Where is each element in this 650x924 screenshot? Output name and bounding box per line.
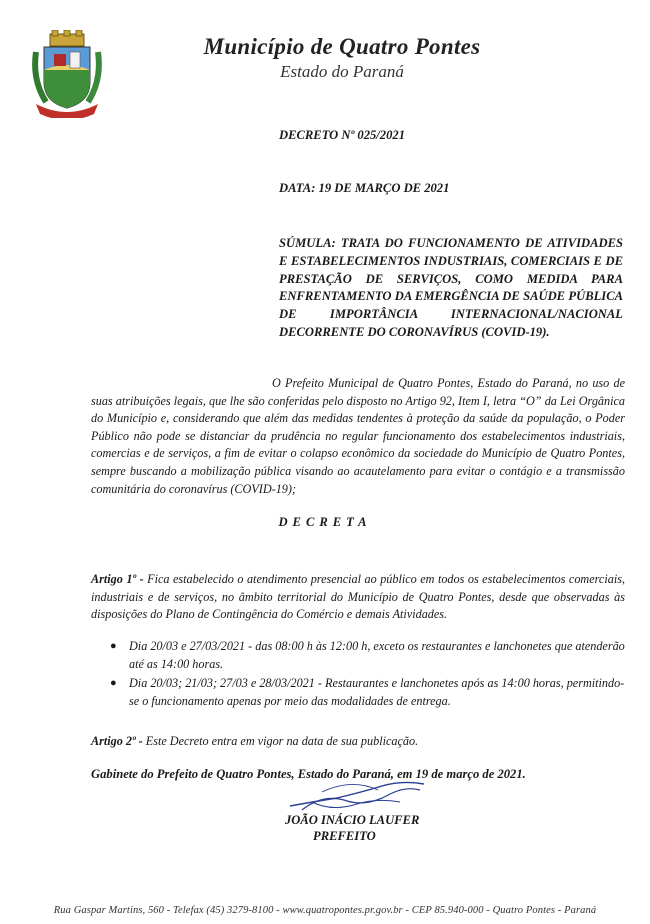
article-2 <box>91 734 625 749</box>
schedule-list <box>91 638 625 712</box>
article-2-text: Este Decreto entra em vigor na data de sua publicação. <box>142 734 419 748</box>
state-subtitle: Estado do Paraná <box>280 62 404 81</box>
closing-line: Gabinete do Prefeito de Quatro Pontes, Estado do Paraná, em 19 de março de 2021. <box>91 767 526 781</box>
footer-address: Rua Gaspar Martins, 560 - Telefax (45) 3279-8100 - www.quatropontes.pr.gov.br - CEP 85.940-000 - Quatro Pontes - Paraná <box>53 905 597 916</box>
list-item-text: Dia 20/03; 21/03; 27/03 e 28/03/2021 - Restaurantes e lanchonetes após as 14:00 horas, permitindo-se o funcionamento apenas por meio das modalidades de entrega. <box>129 676 625 708</box>
handwritten-signature <box>282 772 432 818</box>
decree-summary: SÚMULA: TRATA DO FUNCIONAMENTO DE ATIVIDADES E ESTABELECIMENTOS INDUSTRIAIS, COMERCIAIS E DE PRESTAÇÃO DE SERVIÇOS, COMO MEDIDA PARA ENFRENTAMENTO DA EMERGÊNCIA DE SAÚDE PÚBLICA DE IMPORTÂNCIA INTERNACIONAL/NACIONAL DECORRENTE DO CORONAVÍRUS (COVID-19). <box>279 236 623 339</box>
article-1-label: Artigo 1º - <box>91 572 144 586</box>
list-item <box>91 638 625 673</box>
bullet-icon: ● <box>110 677 117 690</box>
list-item <box>91 675 625 710</box>
decree-number: DECRETO Nº 025/2021 <box>279 128 405 142</box>
bullet-icon: ● <box>110 640 117 652</box>
coat-of-arms-icon <box>30 30 104 118</box>
decreta-heading: DECRETA <box>278 515 372 529</box>
article-2-label: Artigo 2º - <box>91 734 143 748</box>
list-item-text: Dia 20/03 e 27/03/2021 - das 08:00 h às 12:00 h, exceto os restaurantes e lanchonetes que atenderão até as 14:00 horas. <box>129 639 625 671</box>
signer-name: JOÃO INÁCIO LAUFER <box>285 813 420 827</box>
preamble-paragraph: O Prefeito Municipal de Quatro Pontes, Estado do Paraná, no uso de suas atribuições legais, que lhe são conferidas pelo disposto no Artigo 92, Item I, letra “O” da Lei Orgânica do Município e, considerando que além das medidas tendentes à proteção da saúde da população, o Poder Público não pode se distanciar da prudência no regular funcionamento dos estabelecimentos industriais, comercias e de serviços, a fim de evitar o colapso econômico da sociedade do Município de Quatro Pontes, sempre buscando a mobilização pública visando ao acautelamento para evitar o contágio e a transmissão comunitária do coronavírus (COVID-19); <box>91 376 625 496</box>
signer-title: PREFEITO <box>313 829 376 843</box>
municipality-title: Município de Quatro Pontes <box>203 34 481 59</box>
decree-date: DATA: 19 DE MARÇO DE 2021 <box>279 181 450 195</box>
article-1 <box>91 571 625 624</box>
article-1-text: Fica estabelecido o atendimento presencial ao público em todos os estabelecimentos comerciais, industriais e de serviços, no âmbito territorial do Município de Quatro Pontes, desde que observadas às disposições do Plano de Contingência do Comércio e demais Atividades. <box>91 572 626 622</box>
